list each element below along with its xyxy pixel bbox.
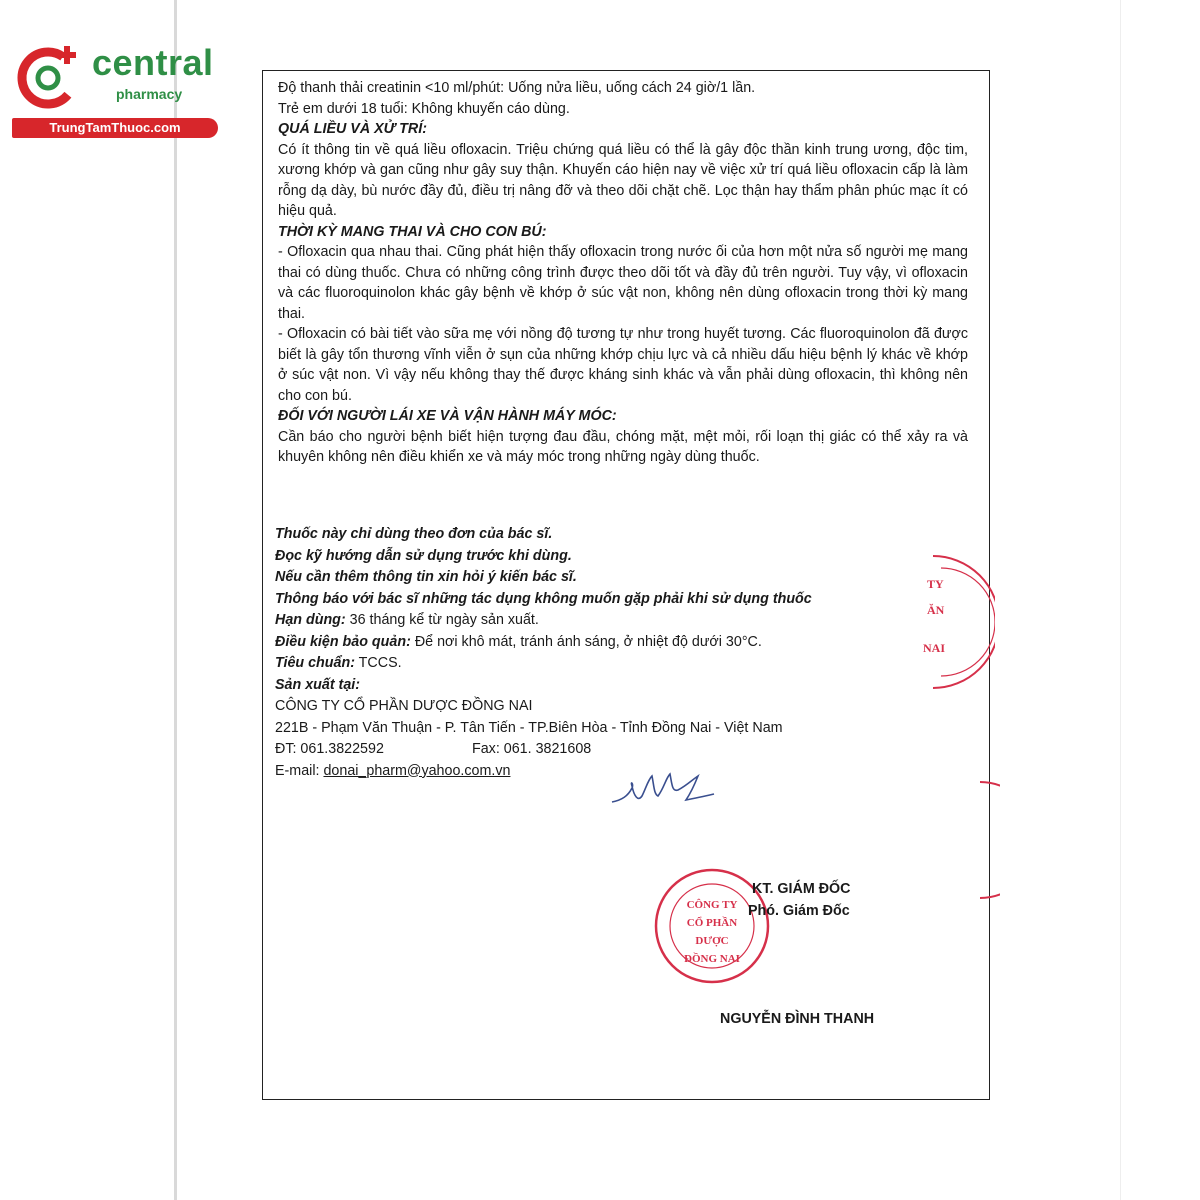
line-children: Trẻ em dưới 18 tuổi: Không khuyến cáo dùng. — [278, 100, 570, 117]
storage-value: Để nơi khô mát, tránh ánh sáng, ở nhiệt độ dưới 30°C. — [410, 633, 762, 650]
handwritten-initials — [608, 766, 718, 810]
heading-overdose: QUÁ LIỀU VÀ XỬ TRÍ: — [278, 121, 427, 137]
email-label: E-mail: — [275, 762, 324, 779]
notice-read-instructions: Đọc kỹ hướng dẫn sử dụng trước khi dùng. — [275, 547, 572, 564]
stamp-line-1: CÔNG TY — [686, 899, 738, 911]
para-pregnancy-2: - Ofloxacin có bài tiết vào sữa mẹ với nồng độ tương tự như trong huyết tương. Các fluoroquinolon đã được biết là gây tổn thương vĩnh viễn ở sụn của những khớp chịu lực và cả nhiều dấu hiệu bệnh lý khác về khớp ở súc vật non. Vì vậy nếu không thay thế được kháng sinh khác và vẫn phải dùng ofloxacin, thì không nên cho con bú. — [278, 326, 968, 404]
logo-name: central — [92, 42, 214, 83]
stamp-line-3: DƯỢC — [695, 935, 729, 947]
expiry-row — [275, 610, 915, 632]
storage-row — [275, 632, 915, 654]
stamp-line-4: ĐỒNG NAI — [684, 953, 740, 965]
company-name: CÔNG TY CỔ PHẦN DƯỢC ĐỒNG NAI — [275, 698, 533, 714]
line-creatinine: Độ thanh thải creatinin <10 ml/phút: Uống nửa liều, uống cách 24 giờ/1 lần. — [278, 80, 756, 96]
stamp-line-2: CỔ PHẦN — [686, 917, 738, 929]
scan-edge-right — [1120, 0, 1121, 1200]
email-link[interactable]: donai_pharm@yahoo.com.vn — [323, 762, 511, 779]
para-driving: Cần báo cho người bệnh biết hiện tượng đau đầu, chóng mặt, mệt mỏi, rối loạn thị giác có thể xảy ra và khuyên không nên điều khiển xe và máy móc trong những ngày dùng thuốc. — [278, 428, 968, 465]
expiry-value: 36 tháng kể từ ngày sản xuất. — [345, 612, 539, 628]
standard-label: Tiêu chuẩn: — [275, 655, 355, 671]
standard-value: TCCS. — [354, 655, 402, 671]
logo-c-plus-icon — [14, 40, 86, 112]
partial-stamp-edge — [960, 780, 1000, 900]
notice-side-effects: Thông báo với bác sĩ những tác dụng không muốn gặp phải khi sử dụng thuốc — [275, 590, 812, 607]
logo-site: TrungTamThuoc.com — [12, 118, 218, 138]
svg-text:ĂN: ĂN — [927, 603, 945, 617]
standard-row — [275, 653, 915, 675]
para-pregnancy-1: - Ofloxacin qua nhau thai. Cũng phát hiện thấy ofloxacin trong nước ối của hơn một nửa số người mẹ mang thai có dùng thuốc. Chưa có những công trình được theo dõi tốt và đầy đủ trên người. Tuy vậy, vì ofloxacin và các fluoroquinolon khác gây bệnh về khớp ở súc vật non, không nên dùng ofloxacin trong thời kỳ mang thai. — [278, 244, 968, 322]
scan-edge — [174, 0, 177, 1200]
logo-sub: pharmacy — [116, 86, 183, 102]
document-body — [278, 78, 968, 468]
svg-text:TY: TY — [927, 577, 944, 591]
signature-title: KT. GIÁM ĐỐC — [752, 881, 851, 897]
expiry-label: Hạn dùng: — [275, 612, 346, 628]
partial-stamp-right — [905, 552, 995, 692]
notice-prescription: Thuốc này chỉ dùng theo đơn của bác sĩ. — [275, 526, 553, 542]
central-pharmacy-logo — [8, 36, 213, 136]
email-row — [275, 761, 915, 783]
phone: ĐT: 061.3822592 — [275, 741, 384, 757]
heading-pregnancy: THỜI KỲ MANG THAI VÀ CHO CON BÚ: — [278, 223, 547, 240]
made-label: Sản xuất tại: — [275, 676, 361, 693]
svg-text:NAI: NAI — [923, 641, 946, 655]
storage-label: Điều kiện bảo quản: — [275, 633, 411, 650]
heading-driving: ĐỐI VỚI NGƯỜI LÁI XE VÀ VẬN HÀNH MÁY MÓC: — [278, 408, 617, 424]
contact-row — [275, 739, 915, 761]
document-footer — [275, 524, 915, 782]
company-address: 221B - Phạm Văn Thuận - P. Tân Tiến - TP.Biên Hòa - Tỉnh Đồng Nai - Việt Nam — [275, 719, 783, 736]
signature-subtitle: Phó. Giám Đốc — [748, 903, 850, 919]
notice-ask-doctor: Nếu cần thêm thông tin xin hỏi ý kiến bác sĩ. — [275, 569, 577, 585]
signature-name: NGUYỄN ĐÌNH THANH — [720, 1011, 875, 1027]
para-overdose: Có ít thông tin về quá liều ofloxacin. Triệu chứng quá liều có thể là gây độc thần kinh trung ương, độc tim, xương khớp và gan cũng như gây suy thận. Khuyến cáo hiện nay về việc xử trí quá liều ofloxacin cấp là làm rỗng dạ dày, bù nước đầy đủ, điều trị nâng đỡ và theo dõi chặt chẽ. Lọc thận hay thẩm phân phúc mạc ít có hiệu quả. — [278, 141, 968, 219]
fax: Fax: 061. 3821608 — [472, 741, 592, 757]
